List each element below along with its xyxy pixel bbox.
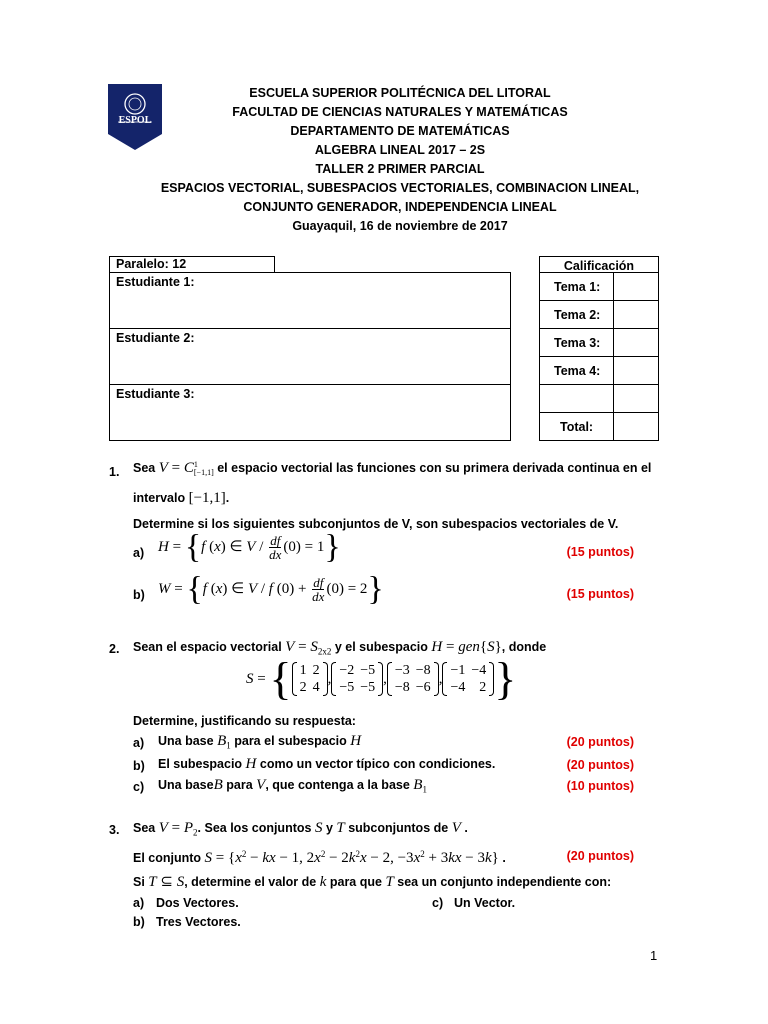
q3-opt-c-text: Un Vector. — [454, 896, 516, 910]
student-2-field[interactable] — [109, 328, 511, 385]
student-3-field[interactable] — [109, 384, 511, 441]
q1-text-c: intervalo — [133, 491, 186, 505]
grade-label-2 — [539, 300, 614, 329]
q3-statement: Sea $V = P_2$. Sea los conjuntos S y T subconjuntos de V . — [133, 820, 468, 838]
student-1-label: Estudiante 1: — [116, 275, 195, 289]
grade-label-text-2: Tema 2: — [554, 308, 601, 322]
q3-opt-b-text: Tres Vectores. — [156, 915, 241, 929]
q3-text-b: . Sea los conjuntos — [197, 821, 312, 835]
header-line-4: ALGEBRA LINEAL 2017 – 2S — [314, 143, 486, 157]
grade-value-1[interactable] — [613, 272, 659, 301]
q2-a-text-b: para el subespacio — [234, 734, 347, 748]
q1-b-formula: W = {f (x) ∈ V / f (0) + $\frac{df}{dx}$ (0) = 2} — [158, 570, 384, 608]
q3-number: 3. — [109, 823, 120, 837]
student-2-label: Estudiante 2: — [116, 331, 195, 345]
q2-text-b: y el subespacio — [334, 640, 428, 654]
q1-text-a: Sea — [133, 461, 156, 475]
q2-b-text: El subespacio H como un vector típico con condiciones. — [158, 756, 496, 772]
q2-c-label: c) — [133, 780, 145, 794]
student-3-label: Estudiante 3: — [116, 387, 195, 401]
q3-text-d: subconjuntos de — [348, 821, 449, 835]
header-line-5: TALLER 2 PRIMER PARCIAL — [315, 162, 485, 176]
q2-a-points: (20 puntos) — [566, 735, 634, 749]
grade-title: Calificación — [563, 259, 635, 273]
grade-label-text-4: Tema 4: — [554, 364, 601, 378]
grade-header — [539, 256, 659, 273]
header-line-7: CONJUNTO GENERADOR, INDEPENDENCIA LINEAL — [243, 200, 557, 214]
grade-value-3[interactable] — [613, 328, 659, 357]
q2-c-text: Una baseB para V, que contenga a la base $B_1$ — [158, 777, 427, 795]
q1-b-label: b) — [133, 588, 145, 602]
q2-set-s: S = { 1 2 2 4 , −2 −5 −5 −5 , −3 −8 −8 −6 , −1 −4 −4 2 } — [246, 653, 517, 704]
q3-si-text: Si — [133, 875, 145, 889]
q3-condition: Si T ⊆ S, determine el valor de k para que T sea un conjunto independiente con: — [133, 874, 612, 890]
q2-b-label: b) — [133, 759, 145, 773]
matrix-1: 1 2 2 4 — [292, 662, 328, 696]
paralelo-label: Paralelo: 12 — [116, 257, 187, 271]
grade-label-text-1: Tema 1: — [554, 280, 601, 294]
grade-value-5[interactable] — [613, 384, 659, 413]
q2-c-text-c: , que contenga a la base — [265, 778, 410, 792]
q2-statement: Sean el espacio vectorial $V = S_{2x2}$ y el subespacio H = gen{S}, donde — [133, 639, 547, 657]
grade-label-1 — [539, 272, 614, 301]
q3-conj-text: El conjunto — [133, 851, 202, 866]
q2-c-text-b: para — [226, 778, 253, 792]
logo-text: ESPOL — [118, 115, 152, 126]
grade-label-text-3: Tema 3: — [554, 336, 601, 350]
q2-b-points: (20 puntos) — [566, 758, 634, 772]
q3-si-b: , determine el valor de — [184, 875, 317, 889]
q2-c-text-a: Una base — [158, 778, 214, 792]
q1-text-b: el espacio vectorial las funciones con su primera derivada continua en el — [217, 461, 652, 475]
grade-value-4[interactable] — [613, 356, 659, 385]
page-number: 1 — [650, 948, 658, 963]
q1-b-points: (15 puntos) — [566, 587, 634, 601]
q2-b-text-a: El subespacio — [158, 757, 243, 771]
q3-points: (20 puntos) — [566, 849, 634, 863]
grade-label-total — [539, 412, 614, 441]
matrix-3: −3 −8 −8 −6 — [387, 662, 439, 696]
header-line-3: DEPARTAMENTO DE MATEMÁTICAS — [290, 124, 510, 138]
q1-instruction: Determine si los siguientes subconjuntos de V, son subespacios vectoriales de V. — [133, 517, 619, 531]
grade-value-2[interactable] — [613, 300, 659, 329]
q3-opt-a-text: Dos Vectores. — [156, 896, 239, 910]
header-line-2: FACULTAD DE CIENCIAS NATURALES Y MATEMÁTICAS — [232, 105, 568, 119]
q3-opt-c-label: c) — [432, 896, 444, 910]
q3-text-c: y — [325, 821, 333, 835]
grade-label-4 — [539, 356, 614, 385]
matrix-2: −2 −5 −5 −5 — [331, 662, 383, 696]
grade-value-total[interactable] — [613, 412, 659, 441]
q1-a-formula: H = {f (x) ∈ V / $\frac{df}{dx}$ (0) = 1} — [158, 528, 341, 566]
q2-text-a: Sean el espacio vectorial — [133, 640, 282, 654]
q3-si-c: para que — [329, 875, 382, 889]
student-1-field[interactable] — [109, 272, 511, 329]
q3-opt-a-label: a) — [133, 896, 145, 910]
q3-si-d: sea un conjunto independiente con: — [397, 875, 612, 889]
matrix-4: −1 −4 −4 2 — [442, 662, 494, 696]
q2-number: 2. — [109, 642, 120, 656]
q2-a-text: Una base $B_1$ para el subespacio H — [158, 733, 362, 751]
q3-set: El conjunto $S = \{x^2$ − kx − 1, $2x^2 - 2k^2x - 2$, $-3x^2 + 3kx - 3k$} . — [133, 849, 506, 867]
q1-a-points: (15 puntos) — [566, 545, 634, 559]
header-line-8: Guayaquil, 16 de noviembre de 2017 — [292, 219, 508, 233]
q2-b-text-b: como un vector típico con condiciones. — [259, 757, 496, 771]
q2-c-points: (10 puntos) — [566, 779, 634, 793]
header-line-1: ESCUELA SUPERIOR POLITÉCNICA DEL LITORAL — [249, 86, 551, 100]
q2-text-c: , donde — [501, 640, 547, 654]
q1-statement: Sea V = C1 [−1,1] el espacio vectorial las funciones con su primera derivada continua en el — [133, 459, 652, 477]
q2-instruction: Determine, justificando su respuesta: — [133, 714, 356, 728]
q2-a-text-a: Una base — [158, 734, 214, 748]
grade-label-3 — [539, 328, 614, 357]
q1-a-label: a) — [133, 546, 145, 560]
q1-interval: intervalo [−1,1]. — [133, 490, 230, 506]
q3-opt-b-label: b) — [133, 915, 145, 929]
q2-a-label: a) — [133, 736, 145, 750]
paralelo-box — [109, 256, 275, 273]
grade-label-5 — [539, 384, 614, 413]
q1-number: 1. — [109, 465, 120, 479]
q3-text-a: Sea — [133, 821, 156, 835]
grade-label-text-total: Total: — [560, 420, 594, 434]
header-line-6: ESPACIOS VECTORIAL, SUBESPACIOS VECTORIALES, COMBINACION LINEAL, — [160, 181, 640, 195]
